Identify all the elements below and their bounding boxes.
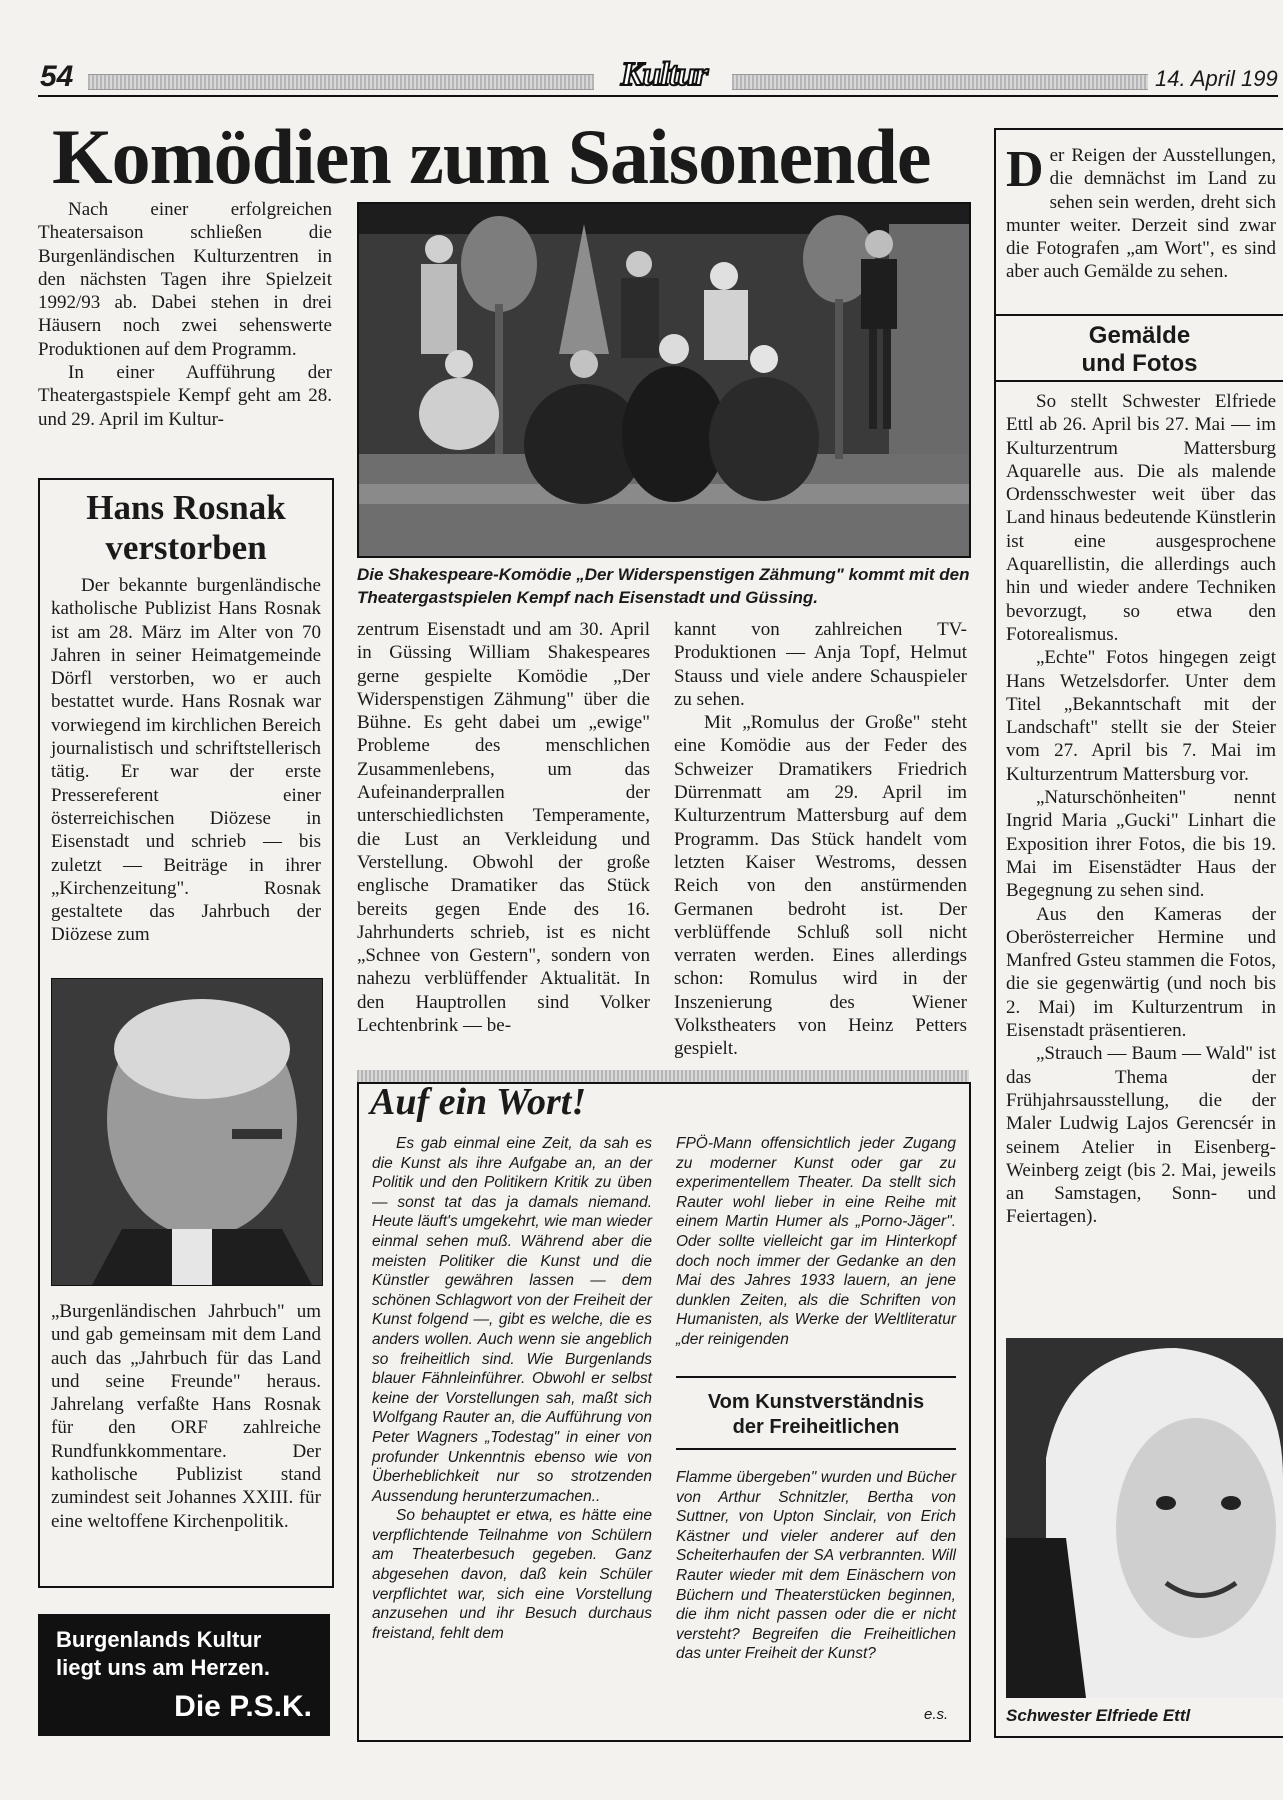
commentary-paragraph: FPÖ-Mann offensichtlich jeder Zugang zu moderner Kunst oder gar zu experimentellem Theater. Da stellt sich Rauter wohl lieber in eine Reihe mit einem Martin Humer als „Porno-Jäger". Oder sollte vielleicht gar im Hinterkopf doch noch immer der Gedanke an den Mai des Jahres 1933 lauern, an jene dunklen Zeiten, als die Schriften von Humanisten, als Werke der Weltliteratur „der reinigenden <box>676 1135 956 1348</box>
commentary-title: Auf ein Wort! <box>370 1081 587 1123</box>
commentary-paragraph: Es gab einmal eine Zeit, da sah es die Kunst als ihre Aufgabe an, an der Politik und den Politikern Kritik zu üben — sonst tat das ja damals niemand. Heute läuft's umgekehrt, wie man wieder einmal sehen muß. Während aber die meisten Politiker die Kunst und die Künstler gewähren lassen — dem schönen Schlagwort von der Freiheit der Kunst folgend —, gibt es welche, die es anders wollen. Auch wenn sie angeblich so freiheitlich sind. Wie Burgenlands blauer Fähnleinführer. Obwohl er selbst keine der Vorstellungen sah, maßt sich Wolfgang Rauter an, die Aufführung von Peter Wagners „Todestag" in einer von profunder Unkenntnis ebenso wie von Überheblichkeit nur so strotzenden Aussendung herunterzumachen.. <box>372 1135 652 1505</box>
intro-text: er Reigen der Ausstellungen, die demnächst im Land zu sehen sein werden, dreht sich munter weiter. Derzeit sind zwar die Fotografen „am Wort", es sind aber auch Gemälde zu sehen. <box>1006 145 1276 283</box>
commentary-subhead-line: Vom Kunstverständnis <box>707 1391 925 1413</box>
nun-portrait <box>1006 1338 1283 1698</box>
main-paragraph: Mit „Romulus der Große" steht eine Komödie aus der Feder des Schweizer Dramatikers Friedrich Dürrenmatt am 29. April im Kulturzentrum Mattersburg auf dem Programm. Das Stück handelt vom letzten Kaiser Westroms, dessen Reich von den anstürmenden Germanen bedroht ist. Der verblüffende Schluß soll nicht verraten werden. Eines allerdings schon: Romulus wird in der Inszenierung des Wiener Volkstheaters von Heinz Petters gespielt. <box>674 712 967 1060</box>
nun-portrait-illustration <box>1006 1338 1283 1698</box>
obituary-portrait <box>51 978 323 1286</box>
commentary-column-2-top <box>676 1134 956 1350</box>
main-paragraph: zentrum Eisenstadt und am 30. April in Güssing William Shakespeares gerne gespielte Komödie „Der Widerspenstigen Zähmung" über die Bühne. Es geht dabei um „ewige" Probleme des menschlichen Zusammenlebens, um das Aufeinanderprallen der unterschiedlichsten Temperamente, die Lust an Verkleidung und Verstellung. Obwohl der große englische Dramatiker das Stück bereits gegen Ende des 16. Jahrhunderts schrieb, ist es nicht „Schnee von Gestern", sondern von nahezu verblüffender Aktualität. In den Hauptrollen sind Volker Lechtenbrink — be- <box>357 619 650 1037</box>
commentary-subhead <box>676 1390 956 1440</box>
section-logo: Kultur <box>620 56 708 93</box>
commentary-subhead-rule-top <box>676 1376 956 1378</box>
right-column-top-rule <box>994 128 1283 130</box>
right-subhead-line: Gemälde <box>1088 322 1191 349</box>
obituary-title <box>40 488 332 568</box>
right-subhead-rule-bottom <box>996 380 1283 382</box>
main-column-2 <box>357 618 650 1037</box>
obituary-title-line: Hans Rosnak <box>86 488 286 527</box>
right-paragraph: Aus den Kameras der Oberösterreicher Hermine und Manfred Gsteu stammen die Fotos, die sie gegenwärtig (und noch bis 2. Mai) im Kulturzentrum in Eisenstadt präsentieren. <box>1006 903 1276 1042</box>
commentary-paragraph: So behauptet er etwa, es hätte eine verpflichtende Teilnahme von Schülern am Theaterbesuch gegeben. Ganz abgesehen davon, daß kein Schüler verpflichtet war, sich eine Vorstellung anzusehen und ihr Besuch durchaus freistand, fehlt dem <box>372 1507 652 1642</box>
right-column-subhead <box>996 322 1283 378</box>
right-paragraph: „Strauch — Baum — Wald" ist das Thema der Frühjahrsausstellung, die der Maler Ludwig Lajos Gerencsér in seinem Atelier in Eisenberg-Weinberg zeigt (bis 2. Mai, jeweils an Samstagen, Sonn- und Feiertagen). <box>1006 1043 1276 1228</box>
page-number: 54 <box>40 60 74 93</box>
ad-slogan-line: liegt uns am Herzen. <box>56 1655 270 1680</box>
issue-date: 14. April 199 <box>1155 66 1278 91</box>
right-paragraph: So stellt Schwester Elfriede Ettl ab 26. April bis 27. Mai — im Kulturzentrum Mattersburg Aquarelle aus. Die als malende Ordensschwester weit über das Land hinaus bedeutende Künstlerin ist eine ausgesprochene Aquarellistin, die allerdings auch hin und wieder andere Techniken bevorzugt, so etwa den Fotorealismus. <box>1006 391 1276 645</box>
ad-slogan <box>56 1626 270 1682</box>
commentary-paragraph: Flamme übergeben" wurden und Bücher von Arthur Schnitzler, Bertha von Suttner, von Upton Sinclair, von Erich Kästner und vieler anderer auf den Scheiterhaufen der SA verbrannten. Will Rauter wieder mit dem Einäschern von Büchern und Theaterstücken beginnen, die ihm nicht passen oder die er nicht versteht? Begreifen die Freiheitlichen das unter Freiheit der Kunst? <box>676 1469 956 1663</box>
ad-brand: Die P.S.K. <box>174 1690 312 1723</box>
main-column-3 <box>674 618 967 1061</box>
right-paragraph: „Echte" Fotos hingegen zeigt Hans Wetzelsdorfer. Unter dem Titel „Bekanntschaft mit der Landschaft" stellt sie der Steier vom 27. April bis 7. Mai im Kulturzentrum Mattersburg vor. <box>1006 647 1276 785</box>
nun-photo-caption: Schwester Elfriede Ettl <box>1006 1706 1191 1725</box>
commentary-signature: e.s. <box>924 1706 949 1723</box>
header-underline <box>38 95 1278 97</box>
main-paragraph: kannt von zahlreichen TV-Produktionen — Anja Topf, Helmut Stauss und viele andere Schauspieler zu sehen. <box>674 619 967 710</box>
obituary-box <box>38 478 334 1588</box>
lead-paragraph: In einer Aufführung der Theatergastspiele Kempf geht am 28. und 29. April im Kultur- <box>38 362 332 430</box>
psk-advertisement <box>38 1614 330 1736</box>
dropcap: D <box>1006 141 1044 198</box>
commentary-column-1 <box>372 1134 652 1643</box>
obituary-text-bottom <box>51 1300 321 1533</box>
obituary-text-top <box>51 574 321 947</box>
commentary-subhead-line: der Freiheitlichen <box>732 1416 900 1438</box>
theatre-stage-illustration <box>359 204 969 556</box>
commentary-column-2-bottom <box>676 1468 956 1664</box>
obituary-paragraph: Der bekannte burgenländische katholische Publizist Hans Rosnak ist am 28. März im Alter von 70 Jahren in seiner Heimatgemeinde Dörfl verstorben, wo er auch bestattet wurde. Hans Rosnak war vorwiegend im kirchlichen Bereich journalistisch und schriftstellerisch tätig. Er war der erste Pressereferent einer österreichischen Diözese in Eisenstadt und schrieb — bis zuletzt — Beiträge in ihrer „Kirchenzeitung". Rosnak gestaltete das Jahrbuch der Diözese zum <box>51 575 321 946</box>
portrait-illustration <box>52 979 322 1285</box>
lead-paragraph: Nach einer erfolgreichen Theatersaison schließen die Burgenländischen Kulturzentren in den nächsten Tagen ihre Spielzeit 1992/93 ab. Dabei stehen in drei Häusern noch zwei sehenswerte Produktionen auf dem Programm. <box>38 199 332 360</box>
theatre-photo <box>357 202 971 558</box>
commentary-subhead-rule-bottom <box>676 1448 956 1450</box>
obituary-paragraph: „Burgenländischen Jahrbuch" um und gab gemeinsam mit dem Land auch das „Jahrbuch für das Land und seine Freunde" heraus. Jahrelang verfaßte Hans Rosnak für den ORF zahlreiche Rundfunkkommentare. Der katholische Publizist stand zumindest seit Johannes XXIII. für eine weltoffene Kirchenpolitik. <box>51 1301 321 1532</box>
right-subhead-line: und Fotos <box>1081 350 1198 377</box>
right-column-bottom-rule <box>994 1736 1283 1738</box>
right-paragraph: „Naturschönheiten" nennt Ingrid Maria „Gucki" Linhart die Exposition ihrer Fotos, die bis 19. Mai im Eisenstädter Haus der Begegnung zu sehen sind. <box>1006 787 1276 902</box>
obituary-title-line: verstorben <box>105 528 267 567</box>
headline: Komödien zum Saisonende <box>52 113 931 200</box>
header-rule-left <box>88 74 594 90</box>
header-rule-right <box>732 74 1148 90</box>
right-subhead-rule-top <box>996 314 1283 316</box>
right-column-text <box>1006 390 1276 1229</box>
ad-slogan-line: Burgenlands Kultur <box>56 1627 262 1652</box>
lead-column <box>38 198 332 431</box>
photo-caption: Die Shakespeare-Komödie „Der Widerspenstigen Zähmung" kommt mit den Theatergastspielen Kempf nach Eisenstadt und Güssing. <box>357 565 970 607</box>
right-column-intro <box>1006 141 1276 284</box>
